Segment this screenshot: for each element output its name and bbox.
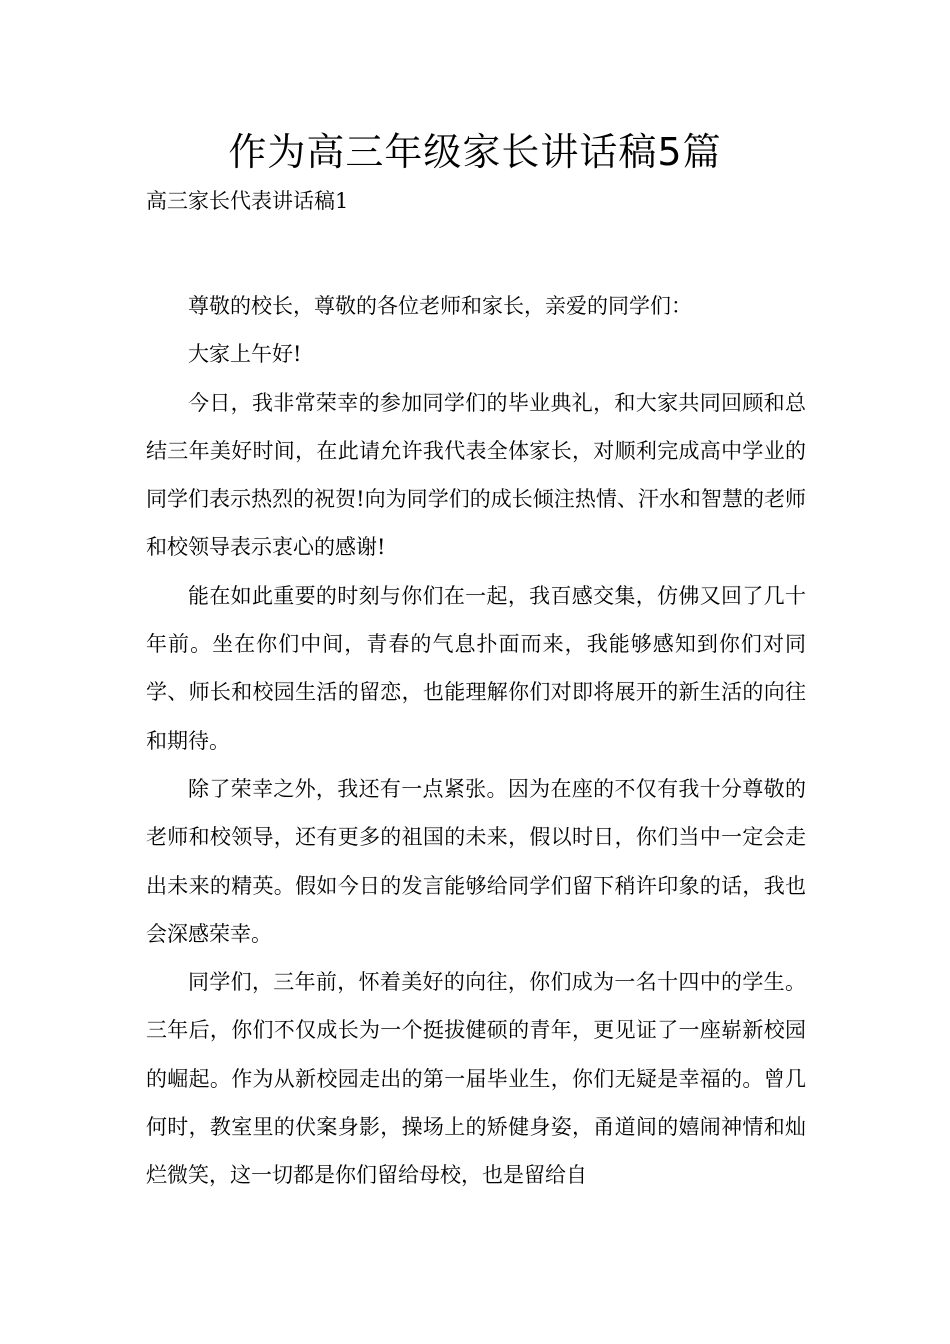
paragraph-greeting: 大家上午好! [188, 342, 302, 367]
document-title: 作为高三年级家长讲话稿5篇 [228, 130, 722, 174]
paragraph-1: 今日，我非常荣幸的参加同学们的毕业典礼，和大家共同回顾和总结三年美好时间，在此请允许我代表全体家长，对顺利完成高中学业的同学们表示热烈的祝贺!向为同学们的成长倾注热情、汗水和智慧的老师和校领导表示衷心的感谢! [146, 390, 806, 560]
document-subtitle: 高三家长代表讲话稿1 [146, 189, 349, 213]
document-body [146, 282, 806, 1200]
paragraph-2: 能在如此重要的时刻与你们在一起，我百感交集，仿佛又回了几十年前。坐在你们中间，青春的气息扑面而来，我能够感知到你们对同学、师长和校园生活的留恋，也能理解你们对即将展开的新生活的向往和期待。 [146, 583, 806, 753]
paragraph-4: 同学们，三年前，怀着美好的向往，你们成为一名十四中的学生。三年后，你们不仅成长为一个挺拔健硕的青年，更见证了一座崭新校园的崛起。作为从新校园走出的第一届毕业生，你们无疑是幸福的。曾几何时，教室里的伏案身影，操场上的矫健身姿，甬道间的嬉闹神情和灿烂微笑，这一切都是你们留给母校，也是留给自 [146, 970, 806, 1188]
paragraph-salutation: 尊敬的校长，尊敬的各位老师和家长，亲爱的同学们： [188, 294, 692, 318]
paragraph-3: 除了荣幸之外，我还有一点紧张。因为在座的不仅有我十分尊敬的老师和校领导，还有更多的祖国的未来，假以时日，你们当中一定会走出未来的精英。假如今日的发言能够给同学们留下稍许印象的话，我也会深感荣幸。 [146, 776, 806, 946]
